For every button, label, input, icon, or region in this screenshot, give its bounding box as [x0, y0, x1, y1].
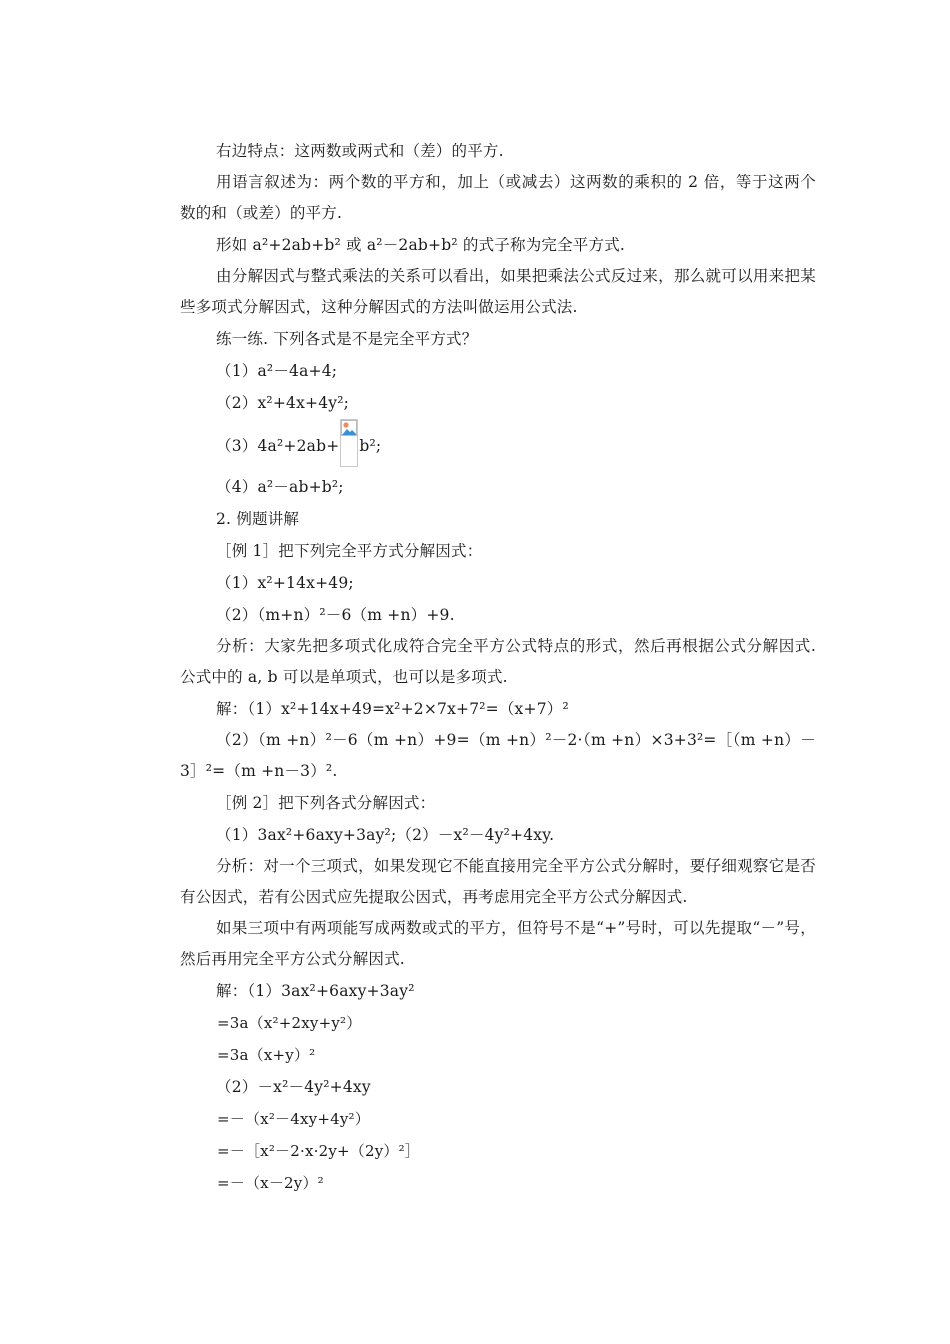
- solution-line: 解：（1）3ax²+6axy+3ay²: [216, 982, 415, 1000]
- example-item: （1）3ax²+6axy+3ay²;（2）－x²－4y²+4xy.: [216, 826, 555, 844]
- solution-line: =－（x²－4xy+4y²）: [217, 1110, 370, 1128]
- analysis-paragraph: 如果三项中有两项能写成两数或式的平方，但符号不是“+”号时，可以先提取“－”号，然后再用完全平方公式分解因式.: [180, 919, 816, 968]
- analysis-paragraph: 分析：对一个三项式，如果发现它不能直接用完全平方公式分解时，要仔细观察它是否有公因式，若有公因式应先提取公因式，再考虑用完全平方公式分解因式.: [180, 857, 816, 906]
- broken-image-icon: [340, 419, 358, 467]
- exercise-item: （2）x²+4x+4y²;: [216, 394, 350, 412]
- solution-line: （2）－x²－4y²+4xy: [216, 1078, 371, 1096]
- solution-line: =3a（x²+2xy+y²）: [217, 1014, 362, 1032]
- document-body: [180, 135, 816, 1199]
- paragraph: 形如 a²+2ab+b² 或 a²－2ab+b² 的式子称为完全平方式.: [216, 236, 626, 254]
- exercise-item: （1）a²－4a+4;: [216, 362, 338, 380]
- paragraph: 右边特点：这两数或两式和（差）的平方.: [216, 142, 504, 160]
- solution-line: =－（x－2y）²: [217, 1174, 324, 1192]
- paragraph: 由分解因式与整式乘法的关系可以看出，如果把乘法公式反过来，那么就可以用来把某些多项式分解因式，这种分解因式的方法叫做运用公式法.: [180, 267, 816, 316]
- paragraph: 练一练. 下列各式是不是完全平方式？: [216, 330, 478, 348]
- exercise-item: [180, 419, 816, 471]
- exercise-item: （4）a²－ab+b²;: [216, 478, 344, 496]
- example-item: （1）x²+14x+49;: [216, 574, 354, 592]
- example-item: （2）（m+n）²－6（m +n）+9.: [216, 606, 455, 624]
- solution-line: 解：（1）x²+14x+49=x²+2×7x+7²=（x+7）²: [216, 700, 569, 718]
- exercise-text: b²;: [359, 437, 382, 455]
- section-heading: 2. 例题讲解: [216, 510, 300, 528]
- analysis-paragraph: 分析：大家先把多项式化成符合完全平方公式特点的形式，然后再根据公式分解因式. 公式中的 a, b 可以是单项式，也可以是多项式.: [180, 637, 816, 686]
- exercise-text: （3）4a²+2ab+: [216, 437, 340, 455]
- example-title: ［例 2］把下列各式分解因式：: [216, 794, 436, 812]
- solution-line: =－［x²－2·x·2y+（2y）²］: [217, 1142, 420, 1160]
- paragraph: 用语言叙述为：两个数的平方和，加上（或减去）这两数的乘积的 2 倍，等于这两个数的和（或差）的平方.: [180, 173, 816, 222]
- example-title: ［例 1］把下列完全平方式分解因式：: [216, 542, 483, 560]
- solution-line: （2）（m +n）²－6（m +n）+9=（m +n）²－2·（m +n）×3+3²=［（m +n）－3］²=（m +n－3）².: [180, 731, 816, 780]
- solution-line: =3a（x+y）²: [217, 1046, 316, 1064]
